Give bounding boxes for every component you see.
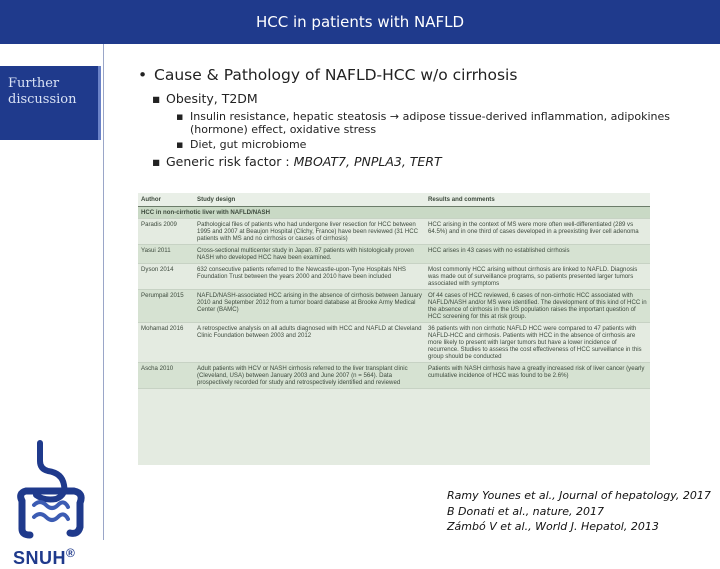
bullet-dot: • [138,66,148,84]
sub-bullet-genetic [152,154,442,169]
table-row [138,264,650,290]
reference-item: B Donati et al., nature, 2017 [447,504,604,518]
sub-bullet-text: Obesity, T2DM [166,91,258,106]
cell-author: Paradis 2009 [138,219,194,245]
sub-sub-bullet-insulin [176,110,704,136]
cell-design: NAFLD/NASH-associated HCC arising in the absence of cirrhosis between January 2010 and September 2012 from a tumor board database at Brooke Army Medical Center (BAMC) [194,290,425,323]
table-row [138,219,650,245]
cell-author: Ascha 2010 [138,363,194,389]
column-header-results: Results and comments [425,193,650,207]
slide-title: HCC in patients with NAFLD [255,13,464,31]
logo-mark: ® [66,546,76,560]
section-label: Further discussion [8,76,77,107]
sidebar-divider [103,44,104,540]
table-section-label: HCC in non-cirrhotic liver with NAFLD/NASH [138,207,650,219]
cell-design: Adult patients with HCV or NASH cirrhosis referred to the liver transplant clinic (Cleveland, USA) between January 2003 and June 2007 (n = 564). Data prospectively recorded for study and retrospectively identified and reviewed [194,363,425,389]
bullet-dot: ▪ [176,138,184,151]
sub-sub-bullet-diet [176,138,307,151]
cell-author: Mohamad 2016 [138,323,194,363]
bullet-dot: ▪ [152,91,161,106]
cell-result: HCC arises in 43 cases with no established cirrhosis [425,245,650,264]
sub-sub-bullet-text: Diet, gut microbiome [190,138,307,151]
gene-list: MBOAT7, PNPLA3, TERT [293,154,442,169]
sub-sub-bullet-text: Insulin resistance, hepatic steatosis → adipose tissue-derived inflammation, adipokines (hormone) effect, oxidative stress [190,110,671,136]
cell-design: Pathological files of patients who had undergone liver resection for HCC between 1995 and 2007 at Beaujon Hospital (Clichy, France) have been reviewed (31 HCC patients with MS and no cirrhosis or causes of cirrhosis) [194,219,425,245]
table-row [138,245,650,264]
cell-result: HCC arising in the context of MS were more often well-differentiated (289 vs 64.5%) and in one third of cases developed in a preexisting liver cell adenoma [425,219,650,245]
references [447,488,711,535]
snuh-logo [13,546,75,569]
sub-bullet-obesity [152,91,258,106]
cell-design: Cross-sectional multicenter study in Japan. 87 patients with histologically proven NASH who developed HCC have been examined. [194,245,425,264]
bullet-cause-pathology [138,66,517,84]
cell-result: Patients with NASH cirrhosis have a greatly increased risk of liver cancer (yearly cumulative incidence of HCC was found to be 2.6%) [425,363,650,389]
reference-item: Ramy Younes et al., Journal of hepatology, 2017 [447,489,711,502]
slide-title-bar [0,0,720,44]
bullet-dot: ▪ [176,110,184,123]
reference-item: Zámbó V et al., World J. Hepatol, 2013 [447,520,659,533]
literature-table [138,193,650,389]
table-section-row [138,207,650,219]
sub-bullet-text: Generic risk factor : [166,154,294,169]
cell-author: Perumpail 2015 [138,290,194,323]
sidebar [0,44,104,568]
table-row [138,363,650,389]
cell-result: Of 44 cases of HCC reviewed, 6 cases of non-cirrhotic HCC associated with NAFLD/NASH and/or MS were identified. The development of this kind of HCC in the absence of cirrhosis in the US population raises the important question of HCC screening for this at risk group. [425,290,650,323]
literature-table-image [138,193,650,465]
section-label-box [0,66,101,140]
table-row [138,290,650,323]
table-row [138,323,650,363]
digestive-system-icon [4,439,96,539]
cell-result: Most commonly HCC arising without cirrhosis are linked to NAFLD. Diagnosis was made out of surveillance programs, so patients presented larger tumors associated with symptoms [425,264,650,290]
cell-design: 632 consecutive patients referred to the Newcastle-upon-Tyne Hospitals NHS Foundation Trust between the years 2000 and 2010 have been included [194,264,425,290]
column-header-author: Author [138,193,194,207]
cell-author: Dyson 2014 [138,264,194,290]
cell-result: 36 patients with non cirrhotic NAFLD HCC were compared to 47 patients with NAFLD-HCC and cirrhosis. Patients with HCC in the absence of cirrhosis are more likely to present with larger tumors but have a lower incidence of recurrence. Studies to assess the cost effectiveness of HCC surveillance in this group should be conducted [425,323,650,363]
bullet-text: Cause & Pathology of NAFLD-HCC w/o cirrhosis [154,66,518,84]
cell-author: Yasui 2011 [138,245,194,264]
logo-text: SNUH [13,548,67,568]
cell-design: A retrospective analysis on all adults diagnosed with HCC and NAFLD at Cleveland Clinic Foundation between 2003 and 2012 [194,323,425,363]
column-header-design: Study design [194,193,425,207]
bullet-dot: ▪ [152,154,161,169]
